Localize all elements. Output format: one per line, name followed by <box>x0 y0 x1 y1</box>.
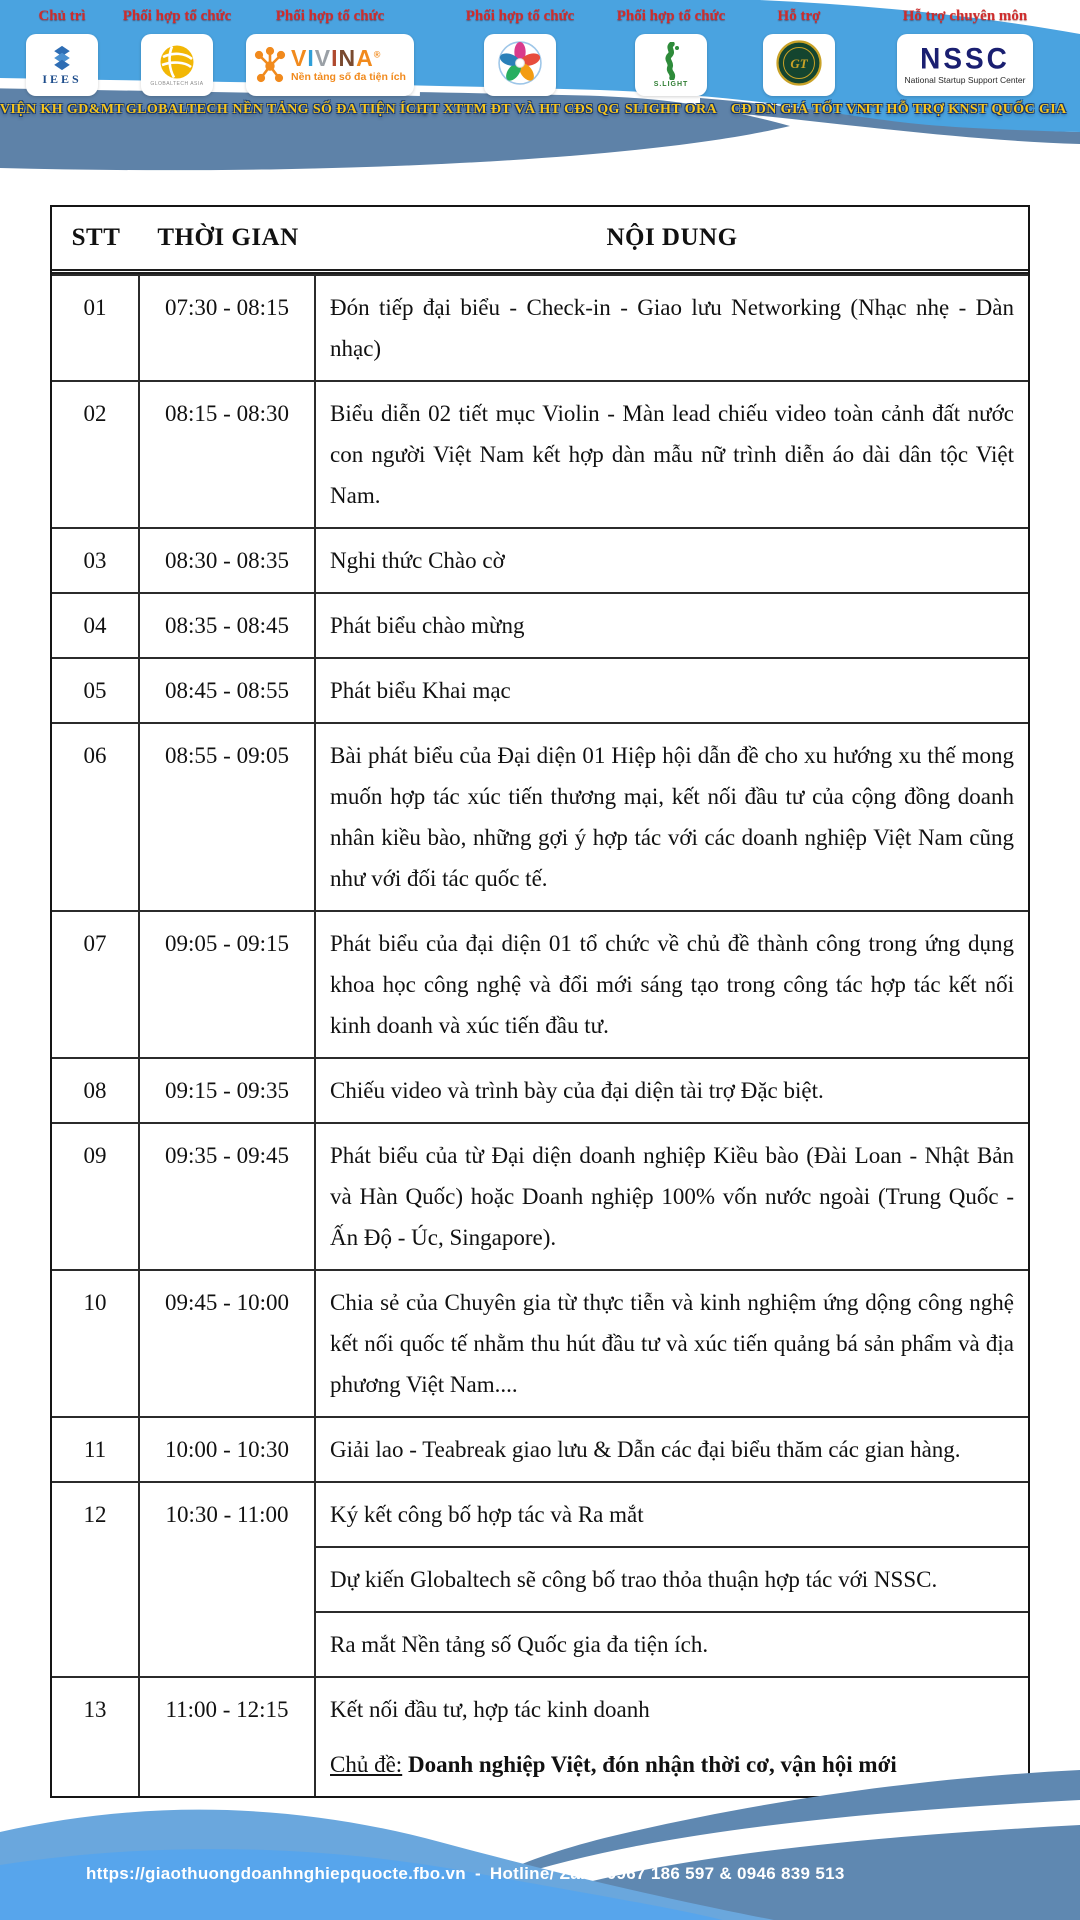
row-time: 08:35 - 08:45 <box>140 594 316 657</box>
agenda-row <box>52 527 1028 592</box>
col-header-time: THỜI GIAN <box>157 224 299 251</box>
row-content-text: Phát biểu của đại diện 01 tổ chức về chủ đề thành công trong ứng dụng khoa học công nghệ và đổi mới sáng tạo trong công tác hợp tác kết nối kinh doanh và xúc tiến đầu tư. <box>330 931 1014 1038</box>
agenda-row <box>52 1269 1028 1416</box>
row-content-text: Đón tiếp đại biểu - Check-in - Giao lưu Networking (Nhạc nhẹ - Dàn nhạc) <box>330 295 1014 361</box>
partner-logo-card <box>635 34 707 96</box>
agenda-row <box>52 1057 1028 1122</box>
iees-logo-icon: IEES <box>42 45 81 85</box>
row-content-text: Phát biểu của từ Đại diện doanh nghiệp Kiều bào (Đài Loan - Nhật Bản và Hàn Quốc) hoặc Doanh nghiệp 100% vốn nước ngoài (Trung Quốc - Ấn Độ - Úc, Singapore). <box>330 1143 1014 1250</box>
row-content <box>316 529 1028 592</box>
row-content-text: Bài phát biểu của Đại diện 01 Hiệp hội dẫn đề cho xu hướng xu thế mong muốn hợp tác xúc tiến thương mại, kết nối đầu tư của cộng đồng doanh nhân kiều bào, những gợi ý hợp tác với các doanh nghiệp Việt Nam cũng như với đối tác quốc tế. <box>330 743 1014 891</box>
agenda-row <box>52 1416 1028 1481</box>
row-number: 11 <box>52 1418 140 1481</box>
partner-column <box>0 8 125 118</box>
partner-logo-card <box>246 34 414 96</box>
partner-role-label: Phối hợp tổ chức <box>465 8 575 24</box>
row-content-text: Chiếu video và trình bày của đại diện tài trợ Đặc biệt. <box>330 1078 824 1103</box>
table-header-row <box>52 207 1028 274</box>
row-number: 03 <box>52 529 140 592</box>
partner-logo-card <box>141 34 213 96</box>
row-number: 12 <box>52 1483 140 1676</box>
slight-logo-icon: S.LIGHT <box>654 42 689 88</box>
row-content <box>316 724 1028 910</box>
partner-role-label: Chủ trì <box>38 8 86 24</box>
agenda-row <box>52 592 1028 657</box>
row-number: 01 <box>52 276 140 380</box>
agenda-table <box>50 205 1030 1798</box>
partner-name-label: CĐ DN GIÁ TỐT VN <box>730 102 868 117</box>
row-content <box>316 1271 1028 1416</box>
partner-role-label: Hỗ trợ chuyên môn <box>902 8 1028 24</box>
col-header-stt: STT <box>71 224 121 251</box>
row-time: 08:55 - 09:05 <box>140 724 316 910</box>
col-header-content: NỘI DUNG <box>606 224 738 251</box>
partner-column <box>732 8 866 118</box>
footer-separator: - <box>474 1864 481 1883</box>
row-number: 02 <box>52 382 140 527</box>
row-content <box>316 1418 1028 1481</box>
partner-role-label: Phối hợp tổ chức <box>275 8 385 24</box>
row-content <box>316 594 1028 657</box>
row-content <box>316 1483 1028 1676</box>
row-time: 08:30 - 08:35 <box>140 529 316 592</box>
vivina-logo-icon: VIVINA® Nền tảng số đa tiện ích <box>254 47 406 83</box>
footer-url: https://giaothuongdoanhnghiepquocte.fbo.vn <box>86 1864 466 1883</box>
topic-text: Doanh nghiệp Việt, đón nhận thời cơ, vận hội mới <box>402 1752 897 1777</box>
footer-wave-graphic <box>0 1720 1080 1920</box>
partner-name-label: TT XTTM ĐT VÀ HT CĐS QG <box>420 102 620 117</box>
partner-logo-card <box>484 34 556 96</box>
row-time: 07:30 - 08:15 <box>140 276 316 380</box>
row-content <box>316 1059 1028 1122</box>
row-content-text: Nghi thức Chào cờ <box>330 548 505 573</box>
partner-column <box>232 8 428 118</box>
partner-role-label: Phối hợp tổ chức <box>122 8 232 24</box>
row-content <box>316 659 1028 722</box>
row-content-text: Phát biểu chào mừng <box>330 613 525 638</box>
partner-logo-card <box>763 34 835 96</box>
row-time: 10:00 - 10:30 <box>140 1418 316 1481</box>
row-content <box>316 912 1028 1057</box>
row-content-text: Biểu diễn 02 tiết mục Violin - Màn lead chiếu video toàn cảnh đất nước con người Việt Nam kết hợp dàn mẫu nữ trình diễn áo dài dân tộc Việt Nam. <box>330 401 1014 508</box>
footer-contact-line <box>86 1864 845 1884</box>
gt-badge-logo-icon <box>776 40 822 91</box>
partner-name-label: NỀN TẢNG SỐ ĐA TIỆN ÍCH <box>232 102 428 117</box>
row-time: 09:15 - 09:35 <box>140 1059 316 1122</box>
partner-name-label: SLIGHT ORA <box>624 102 718 117</box>
row-content <box>316 1124 1028 1269</box>
partner-logo-card <box>897 34 1034 96</box>
footer-hotline: Hotline/ Zalo: 0967 186 597 & 0946 839 513 <box>489 1864 845 1883</box>
partner-logo-card <box>26 34 98 96</box>
row-content-subitem: Ra mắt Nền tảng số Quốc gia đa tiện ích. <box>316 1611 1028 1676</box>
agenda-row <box>52 1122 1028 1269</box>
partner-column <box>420 8 620 118</box>
row-content-text: Phát biểu Khai mạc <box>330 678 511 703</box>
row-time: 08:45 - 08:55 <box>140 659 316 722</box>
partner-name-label: GLOBALTECH <box>125 102 229 117</box>
row-time: 11:00 - 12:15 <box>140 1678 316 1796</box>
globaltech-logo-icon: GLOBALTECH ASIA <box>150 44 203 87</box>
row-number: 13 <box>52 1678 140 1796</box>
row-time: 09:35 - 09:45 <box>140 1124 316 1269</box>
partner-role-label: Phối hợp tổ chức <box>616 8 726 24</box>
row-content-text: Chia sẻ của Chuyên gia từ thực tiễn và kinh nghiệm ứng dộng công nghệ kết nối quốc tế nhằm thu hút đầu tư và xúc tiến quảng bá sản phẩm và địa phương Việt Nam.... <box>330 1290 1014 1397</box>
partner-role-label: Hỗ trợ <box>777 8 821 24</box>
row-time: 10:30 - 11:00 <box>140 1483 316 1676</box>
agenda-row <box>52 274 1028 380</box>
row-content <box>316 276 1028 380</box>
row-time: 09:45 - 10:00 <box>140 1271 316 1416</box>
row-content-text: Kết nối đầu tư, hợp tác kinh doanh <box>330 1697 650 1722</box>
partner-name-label: VIỆN KH GD&MT <box>0 102 125 117</box>
partner-strip <box>0 0 1080 170</box>
topic-label: Chủ đề: <box>330 1752 403 1777</box>
row-number: 06 <box>52 724 140 910</box>
row-time: 08:15 - 08:30 <box>140 382 316 527</box>
row-time: 09:05 - 09:15 <box>140 912 316 1057</box>
row-content-text: Giải lao - Teabreak giao lưu & Dẫn các đại biểu thăm các gian hàng. <box>330 1437 961 1462</box>
agenda-row <box>52 657 1028 722</box>
row-number: 04 <box>52 594 140 657</box>
agenda-row <box>52 722 1028 910</box>
agenda-row <box>52 1481 1028 1676</box>
agenda-row <box>52 910 1028 1057</box>
row-number: 07 <box>52 912 140 1057</box>
partner-name-label: TT HỖ TRỢ KNST QUỐC GIA <box>863 102 1067 117</box>
nssc-logo-icon: NSSC National Startup Support Center <box>904 42 1026 86</box>
row-content-subitem: Dự kiến Globaltech sẽ công bố trao thỏa thuận hợp tác với NSSC. <box>316 1546 1028 1611</box>
flower-logo-icon <box>498 41 542 90</box>
row-number: 09 <box>52 1124 140 1269</box>
partner-column <box>860 8 1070 118</box>
row-number: 08 <box>52 1059 140 1122</box>
row-number: 10 <box>52 1271 140 1416</box>
partner-column <box>119 8 235 118</box>
row-number: 05 <box>52 659 140 722</box>
row-content <box>316 382 1028 527</box>
partner-column <box>612 8 730 118</box>
agenda-row <box>52 380 1028 527</box>
svg-text:GT: GT <box>790 55 808 71</box>
row-content-subitem: Ký kết công bố hợp tác và Ra mắt <box>330 1502 644 1527</box>
